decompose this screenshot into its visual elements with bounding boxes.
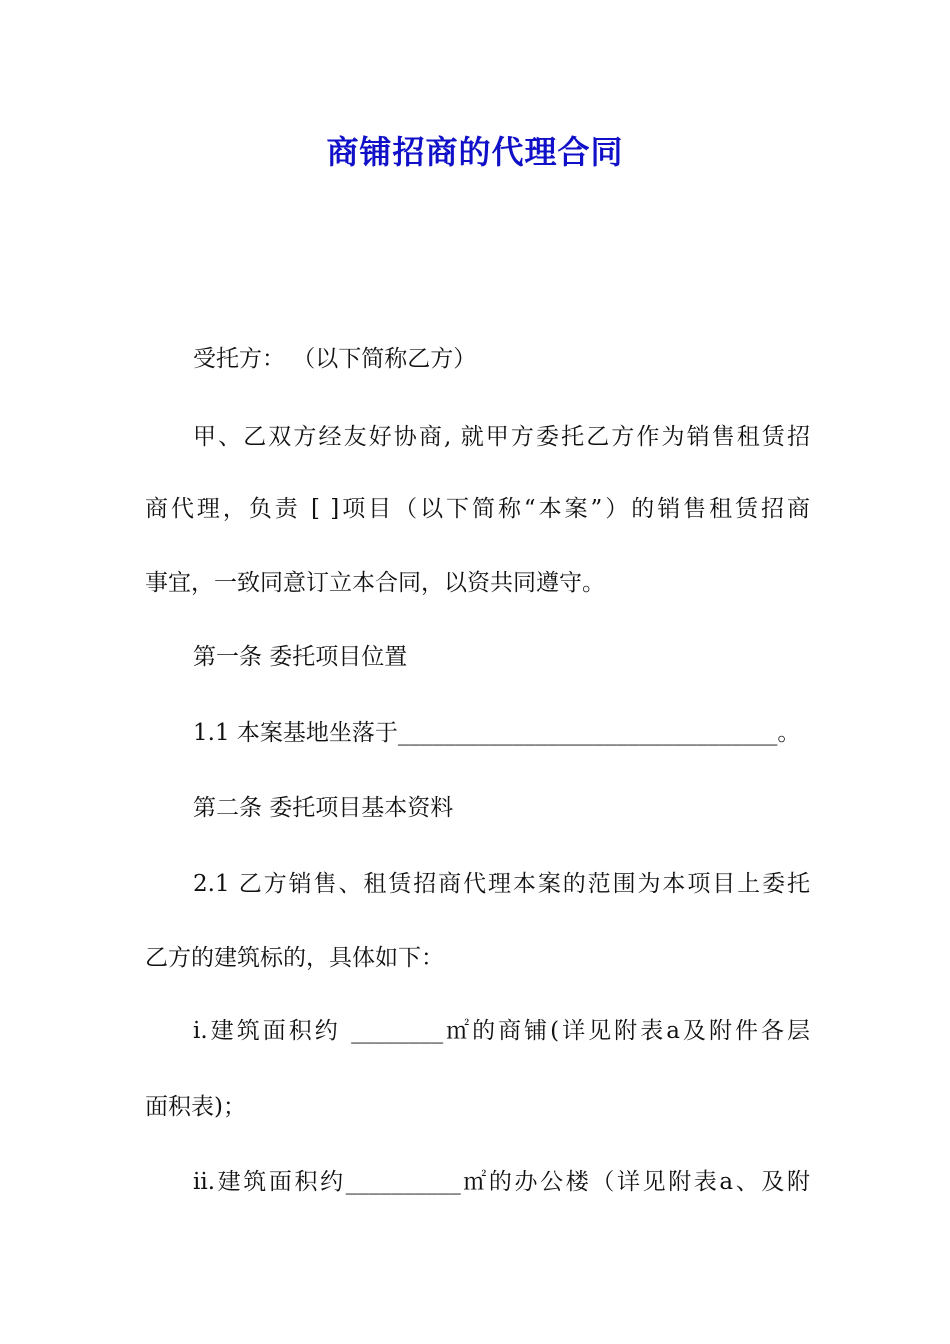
paragraph-line: i.建筑面积约 ________㎡的商铺(详见附表a及附件各层 (193, 1018, 810, 1044)
paragraph-line: 商代理，负责 [ ]项目（以下简称“本案”）的销售租赁招商 (145, 496, 810, 522)
article-heading: 第一条 委托项目位置 (193, 644, 408, 670)
paragraph-line: ii.建筑面积约__________㎡的办公楼（详见附表a、及附 (193, 1169, 810, 1195)
paragraph-line: 乙方的建筑标的，具体如下： (145, 945, 444, 971)
paragraph-line: 1.1 本案基地坐落于_________________________________。 (193, 720, 801, 746)
paragraph-line: 面积表)； (145, 1094, 246, 1120)
paragraph-line: 甲、乙双方经友好协商, 就甲方委托乙方作为销售租赁招 (193, 424, 810, 450)
paragraph-line: 事宜，一致同意订立本合同，以资共同遵守。 (145, 570, 605, 596)
paragraph-line: 受托方： （以下简称乙方） (193, 346, 477, 372)
document-title: 商铺招商的代理合同 (326, 133, 624, 171)
article-heading: 第二条 委托项目基本资料 (193, 795, 454, 821)
paragraph-line: 2.1 乙方销售、租赁招商代理本案的范围为本项目上委托 (193, 871, 810, 897)
